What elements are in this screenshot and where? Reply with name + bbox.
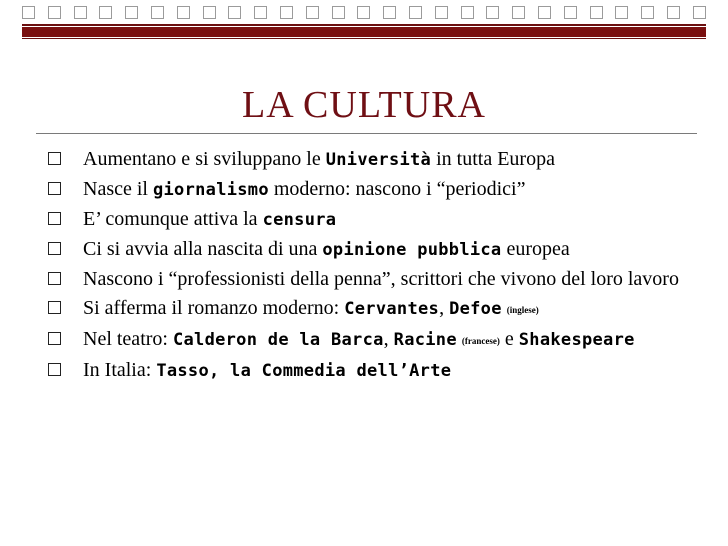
bullet-bold-text: Shakespeare [518, 330, 635, 350]
square-icon [435, 6, 448, 19]
square-icon [357, 6, 370, 19]
square-icon [486, 6, 499, 19]
bullet-square-icon [48, 332, 61, 345]
bullet-item [48, 297, 688, 322]
square-icon [125, 6, 138, 19]
square-icon [667, 6, 680, 19]
bullet-item [48, 359, 688, 383]
bullet-text: Si afferma il romanzo moderno: [83, 297, 345, 319]
square-icon [512, 6, 525, 19]
square-icon [177, 6, 190, 19]
bullet-bold-text: Università [325, 150, 432, 170]
bullet-square-icon [48, 272, 61, 285]
bullet-text: , [383, 328, 394, 350]
bullet-bold-text: opinione pubblica [322, 240, 502, 260]
square-icon [151, 6, 164, 19]
square-icon [590, 6, 603, 19]
square-icon [99, 6, 112, 19]
square-icon [461, 6, 474, 19]
square-icon [48, 6, 61, 19]
bullet-text: in tutta Europa [431, 148, 555, 170]
bullet-item [48, 208, 688, 232]
square-icon [254, 6, 267, 19]
bullet-text: In Italia: [83, 359, 157, 381]
bullet-text: Ci si avvia alla nascita di una [83, 238, 323, 260]
bullet-text: Aumentano e si sviluppano le [83, 148, 326, 170]
square-icon [228, 6, 241, 19]
bullet-item [48, 148, 688, 172]
bullet-bold-text: Calderon de la Barca [172, 330, 384, 350]
square-icon [693, 6, 706, 19]
bullet-bold-text: Racine [393, 330, 457, 350]
bullet-text: Nascono i “professionisti della penna”, scrittori che vivono del loro lavoro [83, 268, 679, 290]
bullet-bold-text: censura [262, 210, 337, 230]
bullet-text: Nasce il [83, 178, 153, 200]
header-square-row [22, 6, 706, 22]
square-icon [332, 6, 345, 19]
bullet-note-text: (inglese) [506, 305, 539, 315]
bullet-text: europea [501, 238, 570, 260]
bullet-bold-text: Defoe [449, 299, 502, 319]
bullet-square-icon [48, 242, 61, 255]
bullet-square-icon [48, 182, 61, 195]
square-icon [564, 6, 577, 19]
bullet-item [48, 238, 688, 262]
header-decoration [0, 0, 728, 40]
bullet-item [48, 268, 688, 291]
bullet-square-icon [48, 301, 61, 314]
square-icon [306, 6, 319, 19]
header-rule-bottom [22, 38, 706, 39]
square-icon [538, 6, 551, 19]
square-icon [409, 6, 422, 19]
square-icon [203, 6, 216, 19]
title-divider [36, 133, 697, 134]
header-rule-top [22, 24, 706, 26]
square-icon [383, 6, 396, 19]
header-red-bar [22, 27, 706, 37]
bullet-list [48, 148, 688, 389]
bullet-note-text: (francese) [461, 336, 500, 346]
slide-title: LA CULTURA [241, 84, 486, 126]
bullet-bold-text: Cervantes [344, 299, 440, 319]
bullet-text: , [439, 297, 450, 319]
bullet-square-icon [48, 212, 61, 225]
bullet-square-icon [48, 363, 61, 376]
bullet-text: moderno: nascono i “periodici” [268, 178, 526, 200]
square-icon [74, 6, 87, 19]
bullet-bold-text: giornalismo [152, 180, 269, 200]
bullet-text: e [499, 328, 519, 350]
square-icon [22, 6, 35, 19]
square-icon [641, 6, 654, 19]
bullet-item [48, 328, 688, 353]
bullet-square-icon [48, 152, 61, 165]
bullet-text: Nel teatro: [83, 328, 173, 350]
bullet-text: E’ comunque attiva la [83, 208, 263, 230]
square-icon [615, 6, 628, 19]
bullet-bold-text: Tasso, la Commedia dell’Arte [156, 361, 452, 381]
bullet-item [48, 178, 688, 202]
square-icon [280, 6, 293, 19]
